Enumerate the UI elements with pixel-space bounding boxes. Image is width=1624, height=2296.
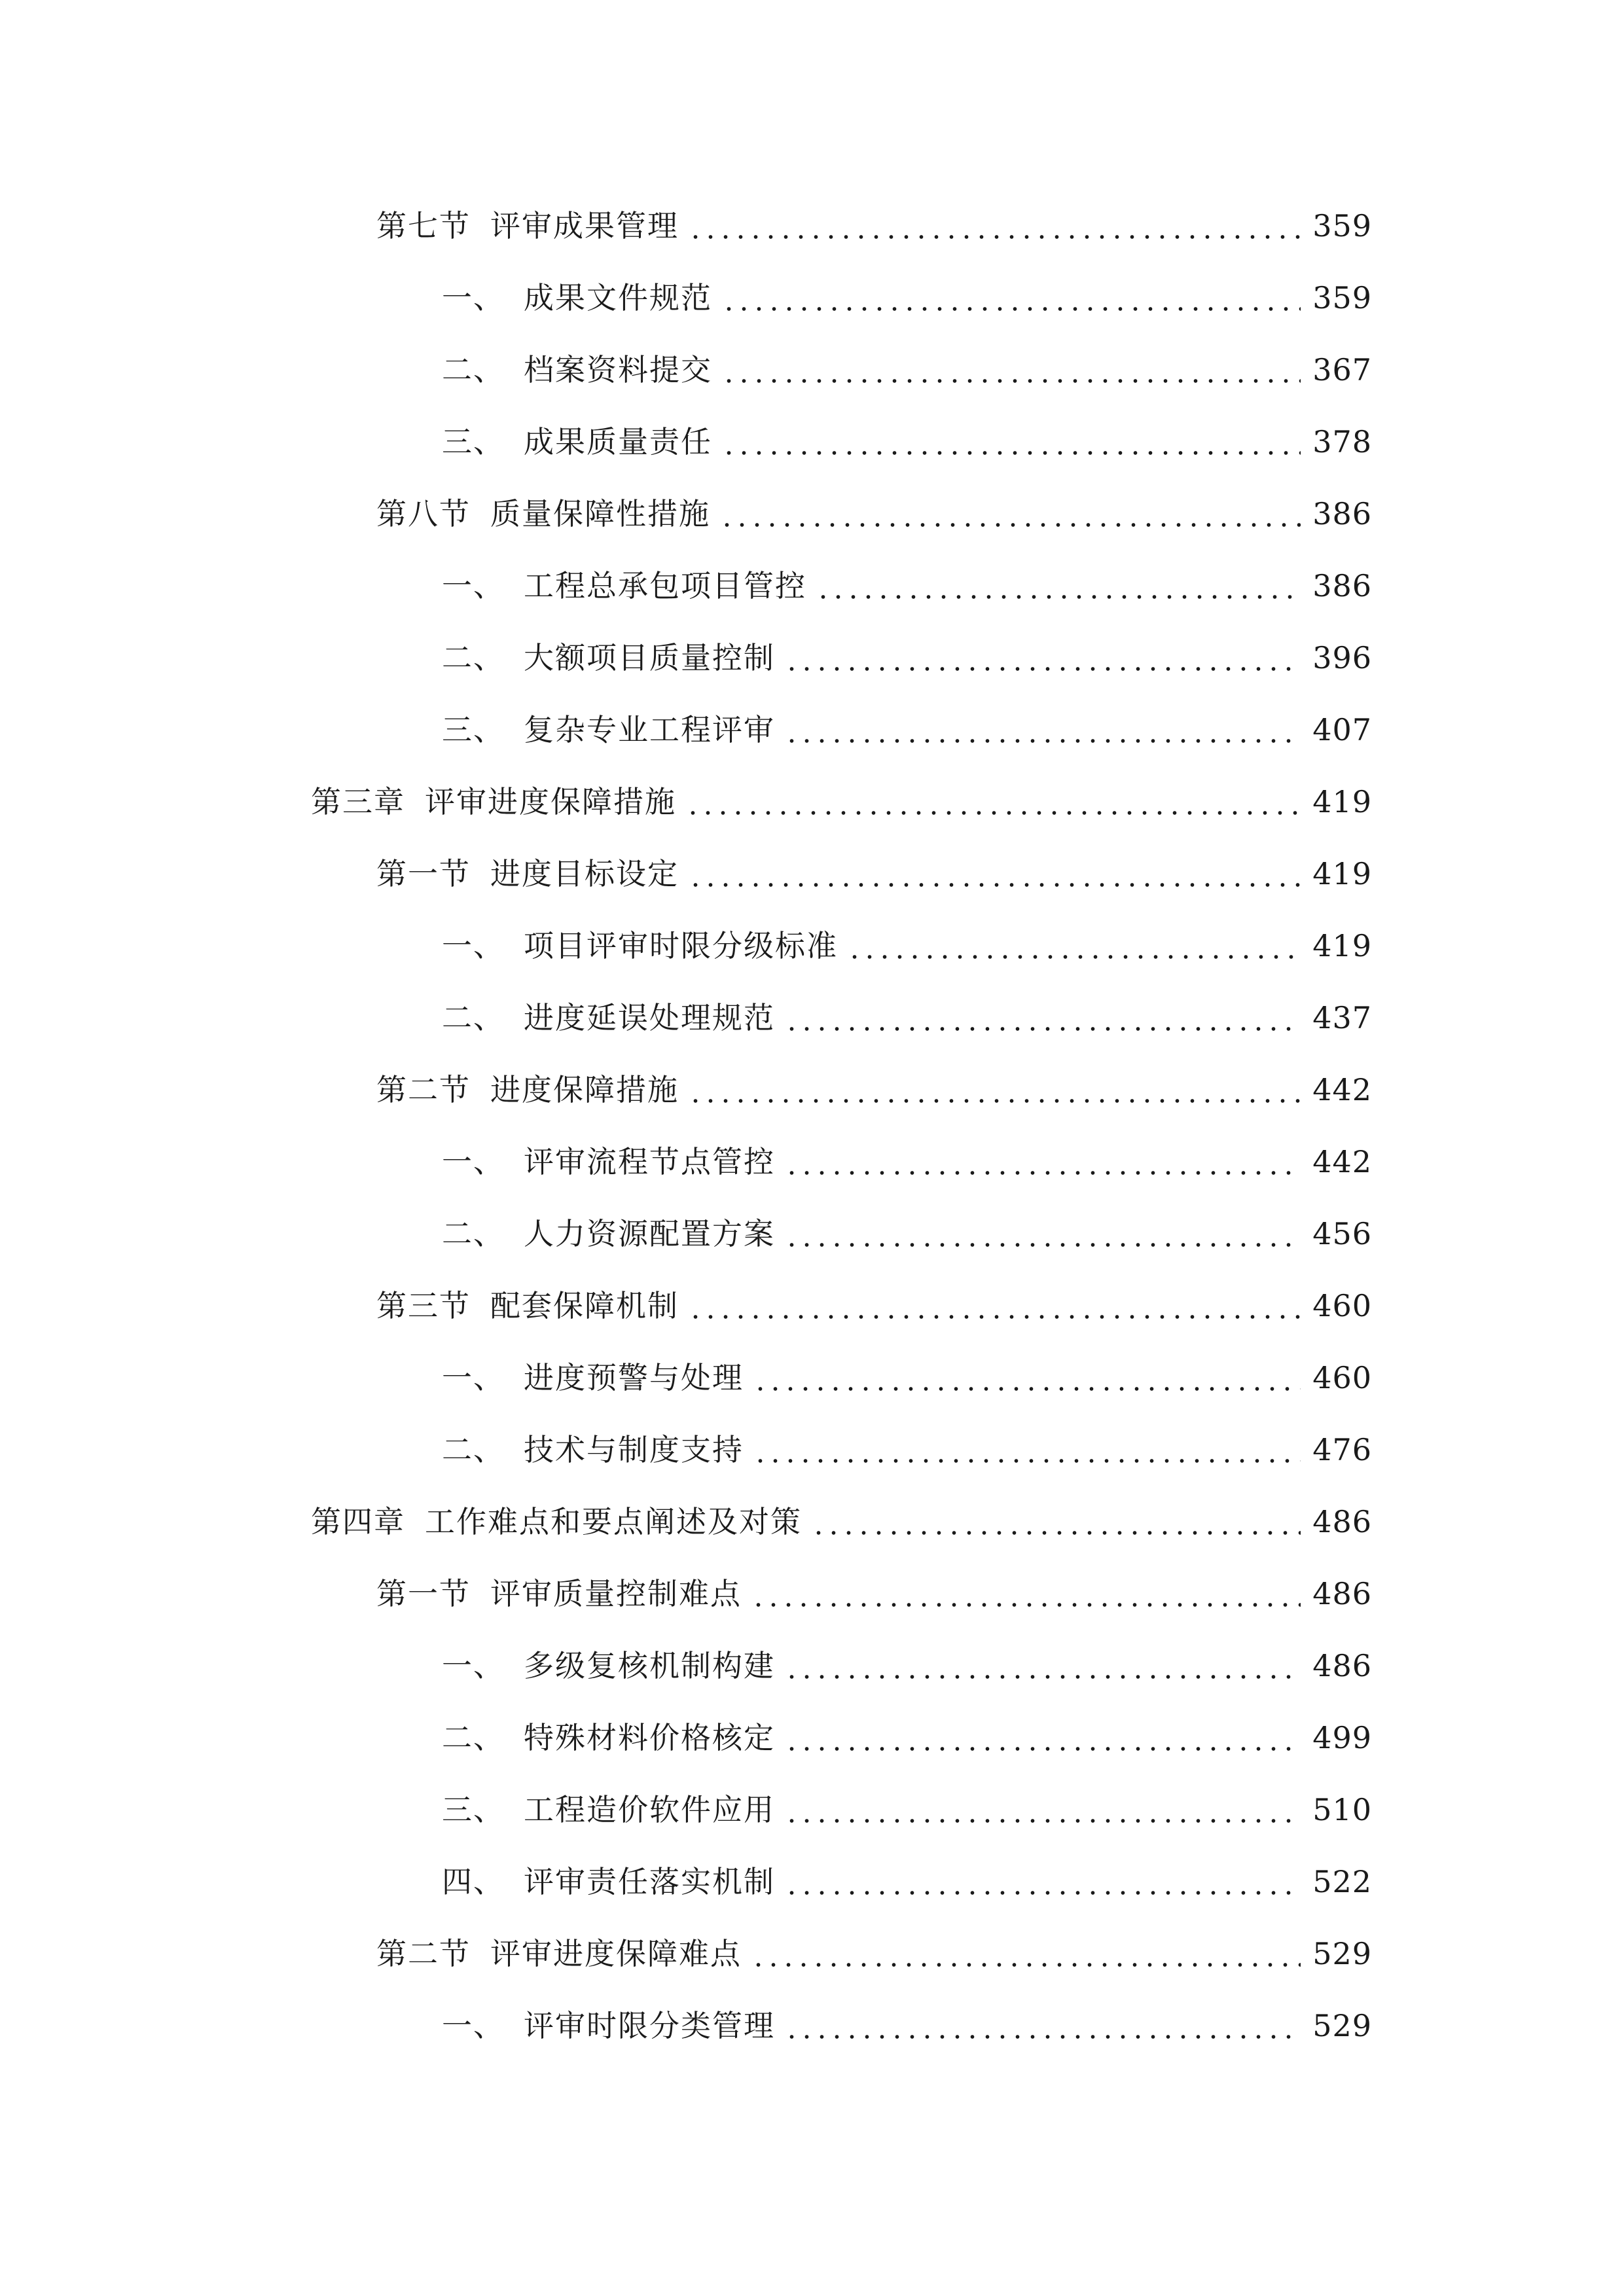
- toc-entry-title: 复杂专业工程评审: [524, 712, 775, 747]
- toc-entry-heading: [376, 496, 710, 531]
- toc-entry-heading: [442, 424, 712, 459]
- dot-leader: [784, 1747, 1301, 1751]
- toc-line: [442, 928, 1372, 963]
- toc-entry-page-number: 359: [1312, 280, 1372, 315]
- toc-entry-item[interactable]: [0, 1126, 1624, 1198]
- toc-entry-section[interactable]: [0, 1270, 1624, 1342]
- dot-leader: [688, 1315, 1301, 1319]
- toc-line: [442, 1648, 1372, 1683]
- toc-entry-number: 二、: [442, 1216, 505, 1251]
- toc-line: [442, 1144, 1372, 1179]
- toc-entry-page-number: 486: [1312, 1576, 1372, 1611]
- toc-line: [376, 208, 1372, 243]
- toc-entry-section[interactable]: [0, 1054, 1624, 1126]
- toc-entry-number: 三、: [442, 712, 505, 747]
- toc-entry-number: 第二节: [376, 1072, 471, 1107]
- toc-entry-title: 大额项目质量控制: [524, 640, 775, 675]
- dot-leader: [751, 1603, 1301, 1607]
- toc-entry-heading: [442, 280, 712, 315]
- toc-line: [311, 1504, 1372, 1539]
- toc-entry-number: 一、: [442, 1648, 505, 1683]
- toc-entry-heading: [376, 1072, 679, 1107]
- toc-entry-item[interactable]: [0, 910, 1624, 982]
- toc-entry-section[interactable]: [0, 1918, 1624, 1990]
- toc-entry-heading: [376, 856, 679, 891]
- toc-entry-heading: [311, 784, 676, 819]
- toc-entry-title: 档案资料提交: [524, 352, 712, 387]
- toc-entry-page-number: 442: [1312, 1072, 1372, 1107]
- toc-entry-number: 一、: [442, 2008, 505, 2043]
- toc-entry-item[interactable]: [0, 1414, 1624, 1486]
- toc-entry-page-number: 437: [1312, 1000, 1372, 1035]
- toc-line: [442, 1720, 1372, 1755]
- toc-entry-section[interactable]: [0, 1558, 1624, 1630]
- toc-entry-title: 技术与制度支持: [524, 1432, 744, 1467]
- toc-entry-number: 第七节: [376, 208, 471, 243]
- toc-entry-page-number: 529: [1312, 2008, 1372, 2043]
- toc-entry-number: 一、: [442, 280, 505, 315]
- toc-entry-number: 第八节: [376, 496, 471, 531]
- toc-line: [442, 352, 1372, 387]
- toc-entry-item[interactable]: [0, 1702, 1624, 1774]
- toc-line: [376, 1936, 1372, 1971]
- toc-entry-number: 三、: [442, 424, 505, 459]
- toc-entry-page-number: 460: [1312, 1288, 1372, 1323]
- toc-line: [442, 568, 1372, 603]
- toc-entry-heading: [442, 1144, 775, 1179]
- toc-entry-title: 评审时限分类管理: [524, 2008, 775, 2043]
- toc-entry-item[interactable]: [0, 622, 1624, 694]
- toc-entry-number: 一、: [442, 1144, 505, 1179]
- dot-leader: [784, 1891, 1301, 1895]
- toc-entry-page-number: 460: [1312, 1360, 1372, 1395]
- toc-entry-heading: [311, 1504, 802, 1539]
- toc-entry-number: 二、: [442, 1000, 505, 1035]
- dot-leader: [811, 1531, 1301, 1535]
- toc-line: [376, 1576, 1372, 1611]
- dot-leader: [688, 1099, 1301, 1103]
- table-of-contents: [0, 190, 1624, 2062]
- toc-entry-title: 评审进度保障措施: [425, 784, 676, 819]
- toc-entry-title: 评审质量控制难点: [490, 1576, 742, 1611]
- dot-leader: [688, 883, 1301, 887]
- toc-entry-page-number: 510: [1312, 1792, 1372, 1827]
- toc-entry-number: 第三节: [376, 1288, 471, 1323]
- toc-entry-number: 一、: [442, 1360, 505, 1395]
- toc-entry-item[interactable]: [0, 1198, 1624, 1270]
- toc-entry-heading: [442, 1648, 775, 1683]
- dot-leader: [784, 1243, 1301, 1247]
- dot-leader: [784, 1171, 1301, 1175]
- toc-entry-page-number: 529: [1312, 1936, 1372, 1971]
- toc-entry-page-number: 407: [1312, 712, 1372, 747]
- toc-entry-title: 进度目标设定: [490, 856, 679, 891]
- toc-entry-number: 第二节: [376, 1936, 471, 1971]
- toc-line: [311, 784, 1372, 819]
- toc-entry-page-number: 396: [1312, 640, 1372, 675]
- toc-entry-number: 二、: [442, 352, 505, 387]
- toc-entry-title: 配套保障机制: [490, 1288, 679, 1323]
- toc-line: [442, 640, 1372, 675]
- toc-entry-heading: [442, 640, 775, 675]
- dot-leader: [847, 955, 1301, 959]
- toc-entry-heading: [442, 1864, 775, 1899]
- toc-entry-page-number: 419: [1312, 856, 1372, 891]
- toc-entry-page-number: 386: [1312, 568, 1372, 603]
- toc-entry-title: 成果文件规范: [524, 280, 712, 315]
- toc-entry-heading: [442, 928, 838, 963]
- toc-entry-title: 进度预警与处理: [524, 1360, 744, 1395]
- toc-entry-page-number: 419: [1312, 928, 1372, 963]
- toc-entry-item[interactable]: [0, 1630, 1624, 1702]
- dot-leader: [784, 1027, 1301, 1031]
- toc-entry-item[interactable]: [0, 262, 1624, 334]
- dot-leader: [719, 523, 1301, 527]
- toc-entry-number: 二、: [442, 1720, 505, 1755]
- toc-entry-number: 第一节: [376, 856, 471, 891]
- toc-entry-title: 人力资源配置方案: [524, 1216, 775, 1251]
- toc-entry-heading: [442, 1360, 744, 1395]
- toc-entry-section[interactable]: [0, 838, 1624, 910]
- toc-entry-title: 评审责任落实机制: [524, 1864, 775, 1899]
- dot-leader: [751, 1963, 1301, 1967]
- toc-entry-section[interactable]: [0, 190, 1624, 262]
- toc-entry-title: 工作难点和要点阐述及对策: [425, 1504, 802, 1539]
- dot-leader: [816, 595, 1301, 599]
- toc-entry-heading: [442, 1720, 775, 1755]
- toc-entry-page-number: 499: [1312, 1720, 1372, 1755]
- toc-entry-heading: [376, 1576, 742, 1611]
- toc-entry-page-number: 476: [1312, 1432, 1372, 1467]
- dot-leader: [784, 1819, 1301, 1823]
- toc-entry-page-number: 419: [1312, 784, 1372, 819]
- toc-entry-heading: [442, 1216, 775, 1251]
- dot-leader: [784, 739, 1301, 743]
- dot-leader: [753, 1459, 1301, 1463]
- toc-entry-page-number: 486: [1312, 1504, 1372, 1539]
- toc-entry-item[interactable]: [0, 1342, 1624, 1414]
- toc-entry-title: 特殊材料价格核定: [524, 1720, 775, 1755]
- toc-line: [376, 856, 1372, 891]
- toc-line: [442, 1864, 1372, 1899]
- dot-leader: [685, 811, 1301, 815]
- toc-entry-page-number: 442: [1312, 1144, 1372, 1179]
- toc-entry-title: 成果质量责任: [524, 424, 712, 459]
- toc-entry-heading: [442, 1432, 744, 1467]
- dot-leader: [784, 2035, 1301, 2039]
- toc-entry-item[interactable]: [0, 550, 1624, 622]
- toc-entry-title: 进度延误处理规范: [524, 1000, 775, 1035]
- toc-entry-number: 二、: [442, 640, 505, 675]
- toc-entry-title: 进度保障措施: [490, 1072, 679, 1107]
- toc-entry-title: 评审成果管理: [490, 208, 679, 243]
- toc-entry-chapter[interactable]: [0, 766, 1624, 838]
- toc-line: [442, 2008, 1372, 2043]
- toc-entry-page-number: 456: [1312, 1216, 1372, 1251]
- toc-entry-item[interactable]: [0, 982, 1624, 1054]
- toc-line: [376, 1072, 1372, 1107]
- toc-entry-heading: [442, 712, 775, 747]
- toc-line: [376, 1288, 1372, 1323]
- toc-entry-title: 工程造价软件应用: [524, 1792, 775, 1827]
- toc-line: [442, 280, 1372, 315]
- toc-entry-item[interactable]: [0, 1774, 1624, 1846]
- toc-entry-heading: [442, 1000, 775, 1035]
- toc-entry-item[interactable]: [0, 1990, 1624, 2062]
- toc-entry-heading: [442, 1792, 775, 1827]
- toc-entry-page-number: 378: [1312, 424, 1372, 459]
- toc-entry-title: 项目评审时限分级标准: [524, 928, 838, 963]
- toc-entry-heading: [376, 1936, 742, 1971]
- toc-entry-heading: [376, 1288, 679, 1323]
- toc-entry-heading: [442, 2008, 775, 2043]
- dot-leader: [721, 379, 1301, 383]
- toc-line: [442, 712, 1372, 747]
- dot-leader: [784, 667, 1301, 671]
- toc-entry-number: 三、: [442, 1792, 505, 1827]
- toc-entry-title: 多级复核机制构建: [524, 1648, 775, 1683]
- dot-leader: [721, 307, 1301, 311]
- toc-line: [376, 496, 1372, 531]
- toc-entry-page-number: 486: [1312, 1648, 1372, 1683]
- toc-entry-number: 第四章: [311, 1504, 405, 1539]
- toc-entry-page-number: 386: [1312, 496, 1372, 531]
- toc-entry-chapter[interactable]: [0, 1486, 1624, 1558]
- toc-entry-heading: [376, 208, 679, 243]
- toc-line: [442, 1216, 1372, 1251]
- dot-leader: [753, 1387, 1301, 1391]
- toc-entry-item[interactable]: [0, 334, 1624, 406]
- toc-line: [442, 1360, 1372, 1395]
- toc-entry-number: 第一节: [376, 1576, 471, 1611]
- toc-entry-number: 二、: [442, 1432, 505, 1467]
- toc-line: [442, 1000, 1372, 1035]
- toc-line: [442, 1792, 1372, 1827]
- toc-line: [442, 1432, 1372, 1467]
- toc-entry-page-number: 367: [1312, 352, 1372, 387]
- toc-entry-heading: [442, 568, 806, 603]
- toc-entry-number: 四、: [442, 1864, 505, 1899]
- dot-leader: [784, 1675, 1301, 1679]
- toc-entry-number: 一、: [442, 928, 505, 963]
- toc-entry-item[interactable]: [0, 1846, 1624, 1918]
- toc-entry-title: 评审进度保障难点: [490, 1936, 742, 1971]
- toc-entry-page-number: 522: [1312, 1864, 1372, 1899]
- toc-entry-item[interactable]: [0, 406, 1624, 478]
- toc-entry-title: 质量保障性措施: [490, 496, 710, 531]
- dot-leader: [688, 235, 1301, 239]
- toc-entry-title: 工程总承包项目管控: [524, 568, 806, 603]
- toc-entry-title: 评审流程节点管控: [524, 1144, 775, 1179]
- toc-entry-number: 一、: [442, 568, 505, 603]
- toc-entry-page-number: 359: [1312, 208, 1372, 243]
- dot-leader: [721, 451, 1301, 455]
- toc-entry-section[interactable]: [0, 478, 1624, 550]
- toc-entry-number: 第三章: [311, 784, 405, 819]
- toc-line: [442, 424, 1372, 459]
- toc-entry-heading: [442, 352, 712, 387]
- toc-entry-item[interactable]: [0, 694, 1624, 766]
